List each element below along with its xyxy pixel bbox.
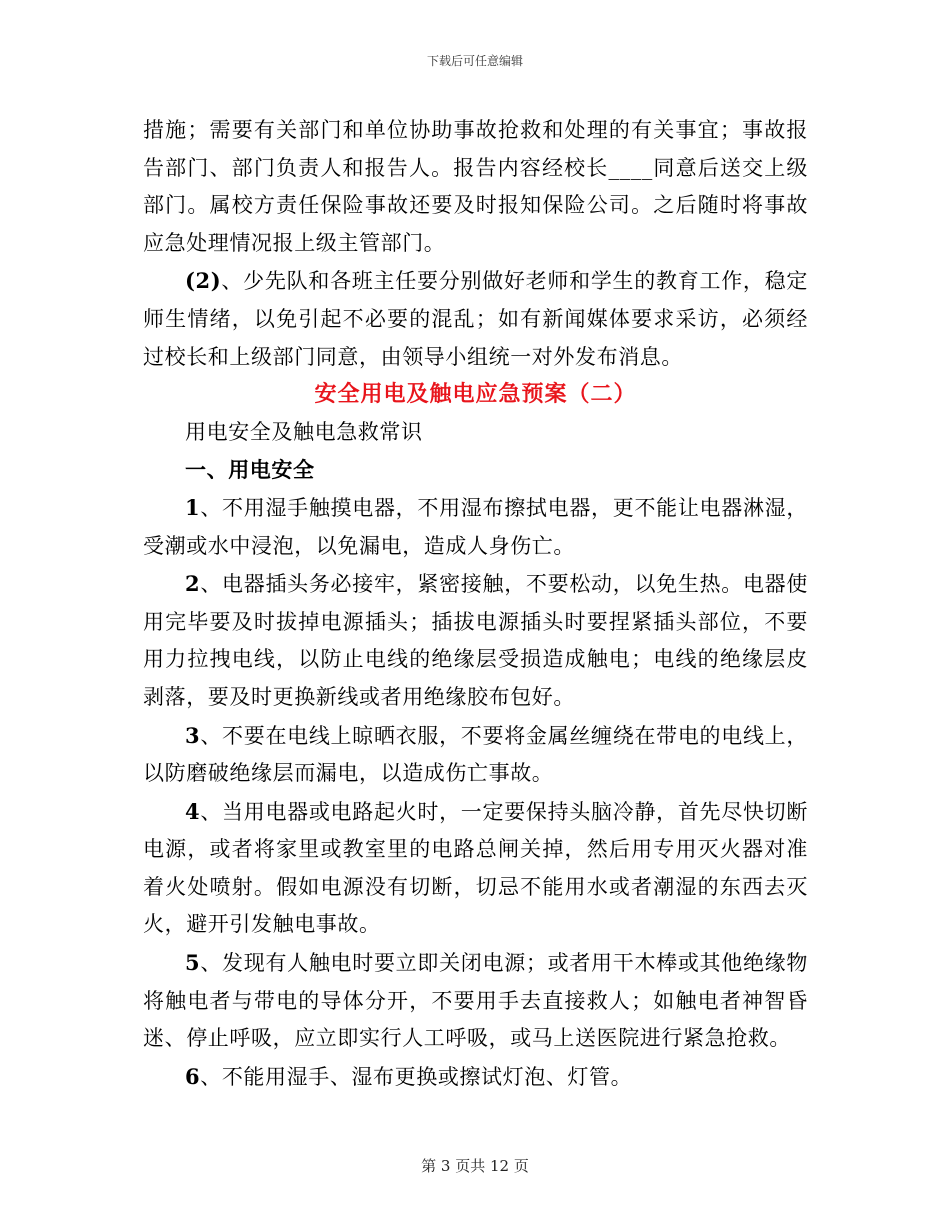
list-item — [143, 489, 808, 565]
list-item — [143, 944, 808, 1058]
heading-electrical-safety: 一、用电安全 — [185, 457, 315, 483]
document-body — [143, 112, 808, 1096]
paragraph-number: (2) — [185, 268, 222, 294]
list-item — [143, 793, 808, 944]
item-text: 、不用湿手触摸电器，不用湿布擦拭电器，更不能让电器淋湿，受潮或水中浸泡，以免漏电，造成人身伤亡。 — [143, 495, 808, 558]
section-title: 安全用电及触电应急预案（二） — [314, 381, 637, 408]
item-text: 、不能用湿手、湿布更换或擦试灯泡、灯管。 — [200, 1064, 633, 1089]
item-number: 4 — [185, 798, 201, 824]
item-number: 5 — [185, 950, 201, 976]
item-number: 1 — [185, 494, 201, 520]
item-text: 、当用电器或电路起火时，一定要保持头脑冷静，首先尽快切断电源，或者将家里或教室里的电路总闸关掉，然后用专用灭火器对准着火处喷射。假如电源没有切断，切忌不能用水或者潮湿的东西去灭火，避开引发触电事故。 — [143, 799, 808, 937]
paragraph-continuation: 措施；需要有关部门和单位协助事故抢救和处理的有关事宜；事故报告部门、部门负责人和报告人。报告内容经校长____同意后送交上级部门。属校方责任保险事故还要及时报知保险公司。之后随时将事故应急处理情况报上级主管部门。 — [143, 118, 808, 255]
item-number: 6 — [185, 1063, 201, 1089]
page-footer: 第 3 页共 12 页 — [421, 1157, 529, 1175]
item-number: 2 — [185, 571, 201, 597]
subtitle: 用电安全及触电急救常识 — [185, 419, 423, 444]
item-text: 、不要在电线上晾晒衣服，不要将金属丝缠绕在带电的电线上，以防磨破绝缘层而漏电，以造成伤亡事故。 — [143, 723, 808, 786]
item-number: 3 — [185, 722, 201, 748]
list-item — [143, 1058, 808, 1097]
page-header: 下载后可任意编辑 — [426, 54, 523, 68]
item-text: 、电器插头务必接牢，紧密接触，不要松动，以免生热。电器使用完毕要及时拔掉电源插头；插拔电源插头时要捏紧插头部位，不要用力拉拽电线，以防止电线的绝缘层受损造成触电；电线的绝缘层皮剥落，要及时更换新线或者用绝缘胶布包好。 — [143, 572, 808, 709]
item-text: 、发现有人触电时要立即关闭电源；或者用干木棒或其他绝缘物将触电者与带电的导体分开，不要用手去直接救人；如触电者神智昏迷、停止呼吸，应立即实行人工呼吸，或马上送医院进行紧急抢救。 — [143, 951, 808, 1051]
list-item — [143, 717, 808, 793]
paragraph-text: 、少先队和各班主任要分别做好老师和学生的教育工作，稳定师生情绪，以免引起不必要的混乱；如有新闻媒体要求采访，必须经过校长和上级部门同意，由领导小组统一对外发布消息。 — [143, 269, 808, 369]
list-item — [143, 565, 808, 716]
paragraph-item-2 — [143, 262, 808, 376]
